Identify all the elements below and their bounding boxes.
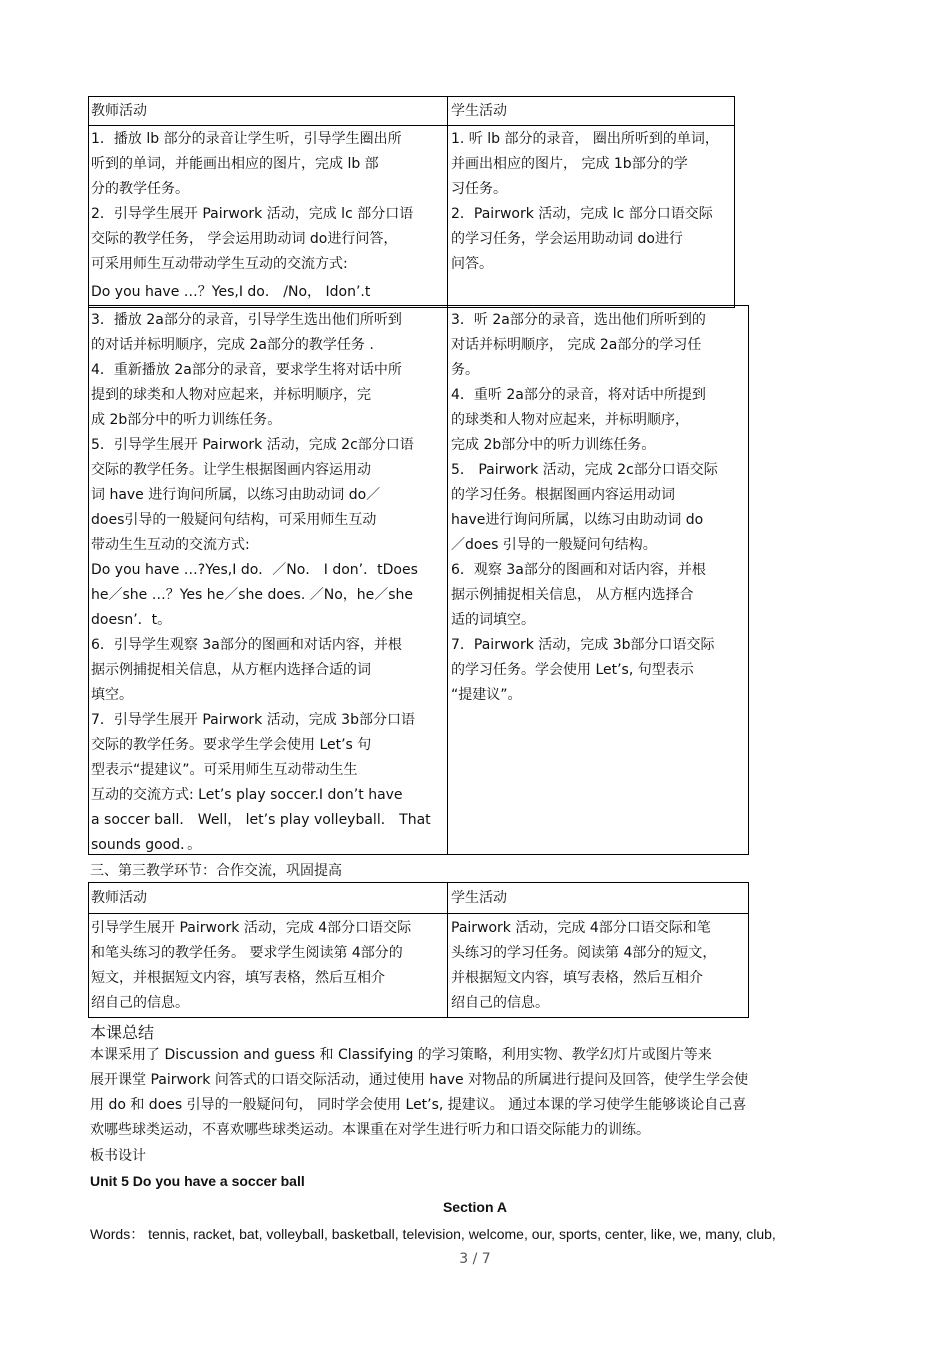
text-line: 绍自己的信息。 [91, 995, 189, 1011]
text-line: does引导的一般疑问句结构，可采用师生互动 [91, 512, 377, 528]
text-line: 引导学生展开 Pairwork 活动，完成 4部分口语交际 [91, 920, 412, 936]
text-line: 的对话并标明顺序，完成 2a部分的教学任务 . [91, 337, 374, 353]
teacher-activity-cell [91, 916, 411, 1016]
text-line: 头练习的学习任务。阅读第 4部分的短文， [451, 945, 717, 961]
text-line: 的学习任务，学会运用助动词 do进行 [451, 231, 683, 247]
teacher-activity-cell [91, 308, 431, 858]
summary-title: 本课总结 [90, 1023, 155, 1042]
text-line: 适的词填空。 [451, 612, 535, 628]
activity-table-1 [88, 96, 735, 308]
text-line: Do you have …?Yes,I do．／No． I don’．tDoes [91, 562, 418, 578]
text-line: 4．重新播放 2a部分的录音，要求学生将对话中所 [91, 362, 402, 378]
text-line: 务。 [451, 362, 479, 378]
text-line: 3．播放 2a部分的录音，引导学生选出他们所听到 [91, 312, 402, 328]
text-line: 交际的教学任务， 学会运用助动词 do进行问答， [91, 231, 398, 247]
text-line: 7．引导学生展开 Pairwork 活动，完成 3b部分口语 [91, 712, 415, 728]
text-line: 1．播放 lb 部分的录音让学生听，引导学生圈出所 [91, 131, 402, 147]
text-line: 带动生生互动的交流方式: [91, 537, 250, 553]
text-line: 听到的单词，并能画出相应的图片，完成 lb 部 [91, 156, 379, 172]
text-line: 问答。 [451, 256, 493, 272]
text-line: he／she …？Yes he／she does. ／No，he／she [91, 587, 414, 603]
section-a-heading: Section A [442, 1199, 508, 1215]
text-line: 6．引导学生观察 3a部分的图画和对话内容，并根 [91, 637, 402, 653]
text-line: Do you have …？Yes,I do． /No， Idon’.t [91, 284, 371, 300]
text-line: 据示例捕捉相关信息， 从方框内选择合 [451, 587, 694, 603]
text-line: 可采用师生互动带动学生互动的交流方式: [91, 256, 348, 272]
text-line: 的学习任务。学会使用 Let’s, 句型表示 [451, 662, 694, 678]
text-line: 6．观察 3a部分的图画和对话内容，并根 [451, 562, 706, 578]
text-line: 7．Pairwork 活动，完成 3b部分口语交际 [451, 637, 715, 653]
text-line: 成 2b部分中的听力训练任务。 [91, 412, 282, 428]
activity-table-2 [88, 305, 749, 855]
text-line: 并画出相应的图片， 完成 1b部分的学 [451, 156, 688, 172]
text-line: 交际的教学任务。让学生根据图画内容运用动 [91, 462, 371, 478]
text-line: a soccer ball． Well， let’s play volleyball． That [91, 812, 431, 828]
text-line: 的学习任务。根据图画内容运用动词 [451, 487, 675, 503]
text-line: 交际的教学任务。要求学生学会使用 Let’s 句 [91, 737, 372, 753]
text-line: 完成 2b部分中的听力训练任务。 [451, 437, 656, 453]
text-line: 习任务。 [451, 181, 507, 197]
activity-table-3 [88, 882, 749, 1018]
text-line: 5．引导学生展开 Pairwork 活动，完成 2c部分口语 [91, 437, 414, 453]
text-line: 互动的交流方式: Let’s play soccer.I don’t have [91, 787, 403, 803]
words-line: Words： tennis, racket, bat, volleyball, basketball, television, welcome, our, sports, center, like, we, many, club, [90, 1226, 776, 1242]
student-activity-header: 学生活动 [451, 103, 507, 119]
text-line: doesn’．t。 [91, 612, 172, 628]
teacher-activity-header: 教师活动 [91, 890, 147, 906]
unit-title: Unit 5 Do you have a soccer ball [90, 1173, 305, 1189]
text-line: 词 have 进行询问所属，以练习由助动词 do／ [91, 487, 381, 503]
text-line: 4．重听 2a部分的录音，将对话中所提到 [451, 387, 706, 403]
board-design-title: 板书设计 [90, 1148, 146, 1164]
text-line: 3．听 2a部分的录音，选出他们所听到的 [451, 312, 706, 328]
text-line: have进行询问所属，以练习由助动词 do [451, 512, 704, 528]
text-line: ／does 引导的一般疑问句结构。 [451, 537, 657, 553]
text-line: 绍自己的信息。 [451, 995, 549, 1011]
teacher-activity-cell [91, 127, 413, 305]
student-activity-cell [451, 916, 716, 1016]
student-activity-cell [451, 127, 719, 277]
page-number: 3 / 7 [459, 1251, 491, 1267]
text-line: 用 do 和 does 引导的一般疑问句， 同时学会使用 Let’s, 提建议。 通过本课的学习使学生能够谈论自己喜 [90, 1097, 747, 1113]
text-line: sounds good．。 [91, 837, 202, 853]
text-line: 对话并标明顺序， 完成 2a部分的学习任 [451, 337, 702, 353]
text-line: 展开课堂 Pairwork 问答式的口语交际活动，通过使用 have 对物品的所属进行提问及回答，使学生学会使 [90, 1072, 749, 1088]
text-line: 型表示“提建议”。可采用师生互动带动生生 [91, 762, 358, 778]
student-activity-header: 学生活动 [451, 890, 507, 906]
student-activity-cell [451, 308, 718, 708]
text-line: 5． Pairwork 活动，完成 2c部分口语交际 [451, 462, 718, 478]
text-line: 欢哪些球类运动，不喜欢哪些球类运动。本课重在对学生进行听力和口语交际能力的训练。 [90, 1122, 650, 1138]
section-title: 三、第三教学环节：合作交流，巩固提高 [90, 863, 342, 879]
text-line: 短文，并根据短文内容，填写表格，然后互相介 [91, 970, 385, 986]
text-line: 2．Pairwork 活动，完成 lc 部分口语交际 [451, 206, 713, 222]
text-line: 本课采用了 Discussion and guess 和 Classifying 的学习策略，利用实物、教学幻灯片或图片等来 [90, 1047, 712, 1063]
text-line: 提到的球类和人物对应起来，并标明顺序，完 [91, 387, 371, 403]
text-line: Pairwork 活动，完成 4部分口语交际和笔 [451, 920, 711, 936]
text-line: “提建议”。 [451, 687, 522, 703]
teacher-activity-header: 教师活动 [91, 103, 147, 119]
text-line: 和笔头练习的教学任务。 要求学生阅读第 4部分的 [91, 945, 403, 961]
text-line: 的球类和人物对应起来，并标明顺序， [451, 412, 689, 428]
text-line: 填空。 [91, 687, 133, 703]
text-line: 2．引导学生展开 Pairwork 活动，完成 lc 部分口语 [91, 206, 414, 222]
summary-paragraph [90, 1043, 835, 1143]
text-line: 并根据短文内容，填写表格，然后互相介 [451, 970, 703, 986]
text-line: 1. 听 lb 部分的录音， 圈出所听到的单词， [451, 131, 719, 147]
text-line: 分的教学任务。 [91, 181, 189, 197]
text-line: 据示例捕捉相关信息，从方框内选择合适的词 [91, 662, 371, 678]
